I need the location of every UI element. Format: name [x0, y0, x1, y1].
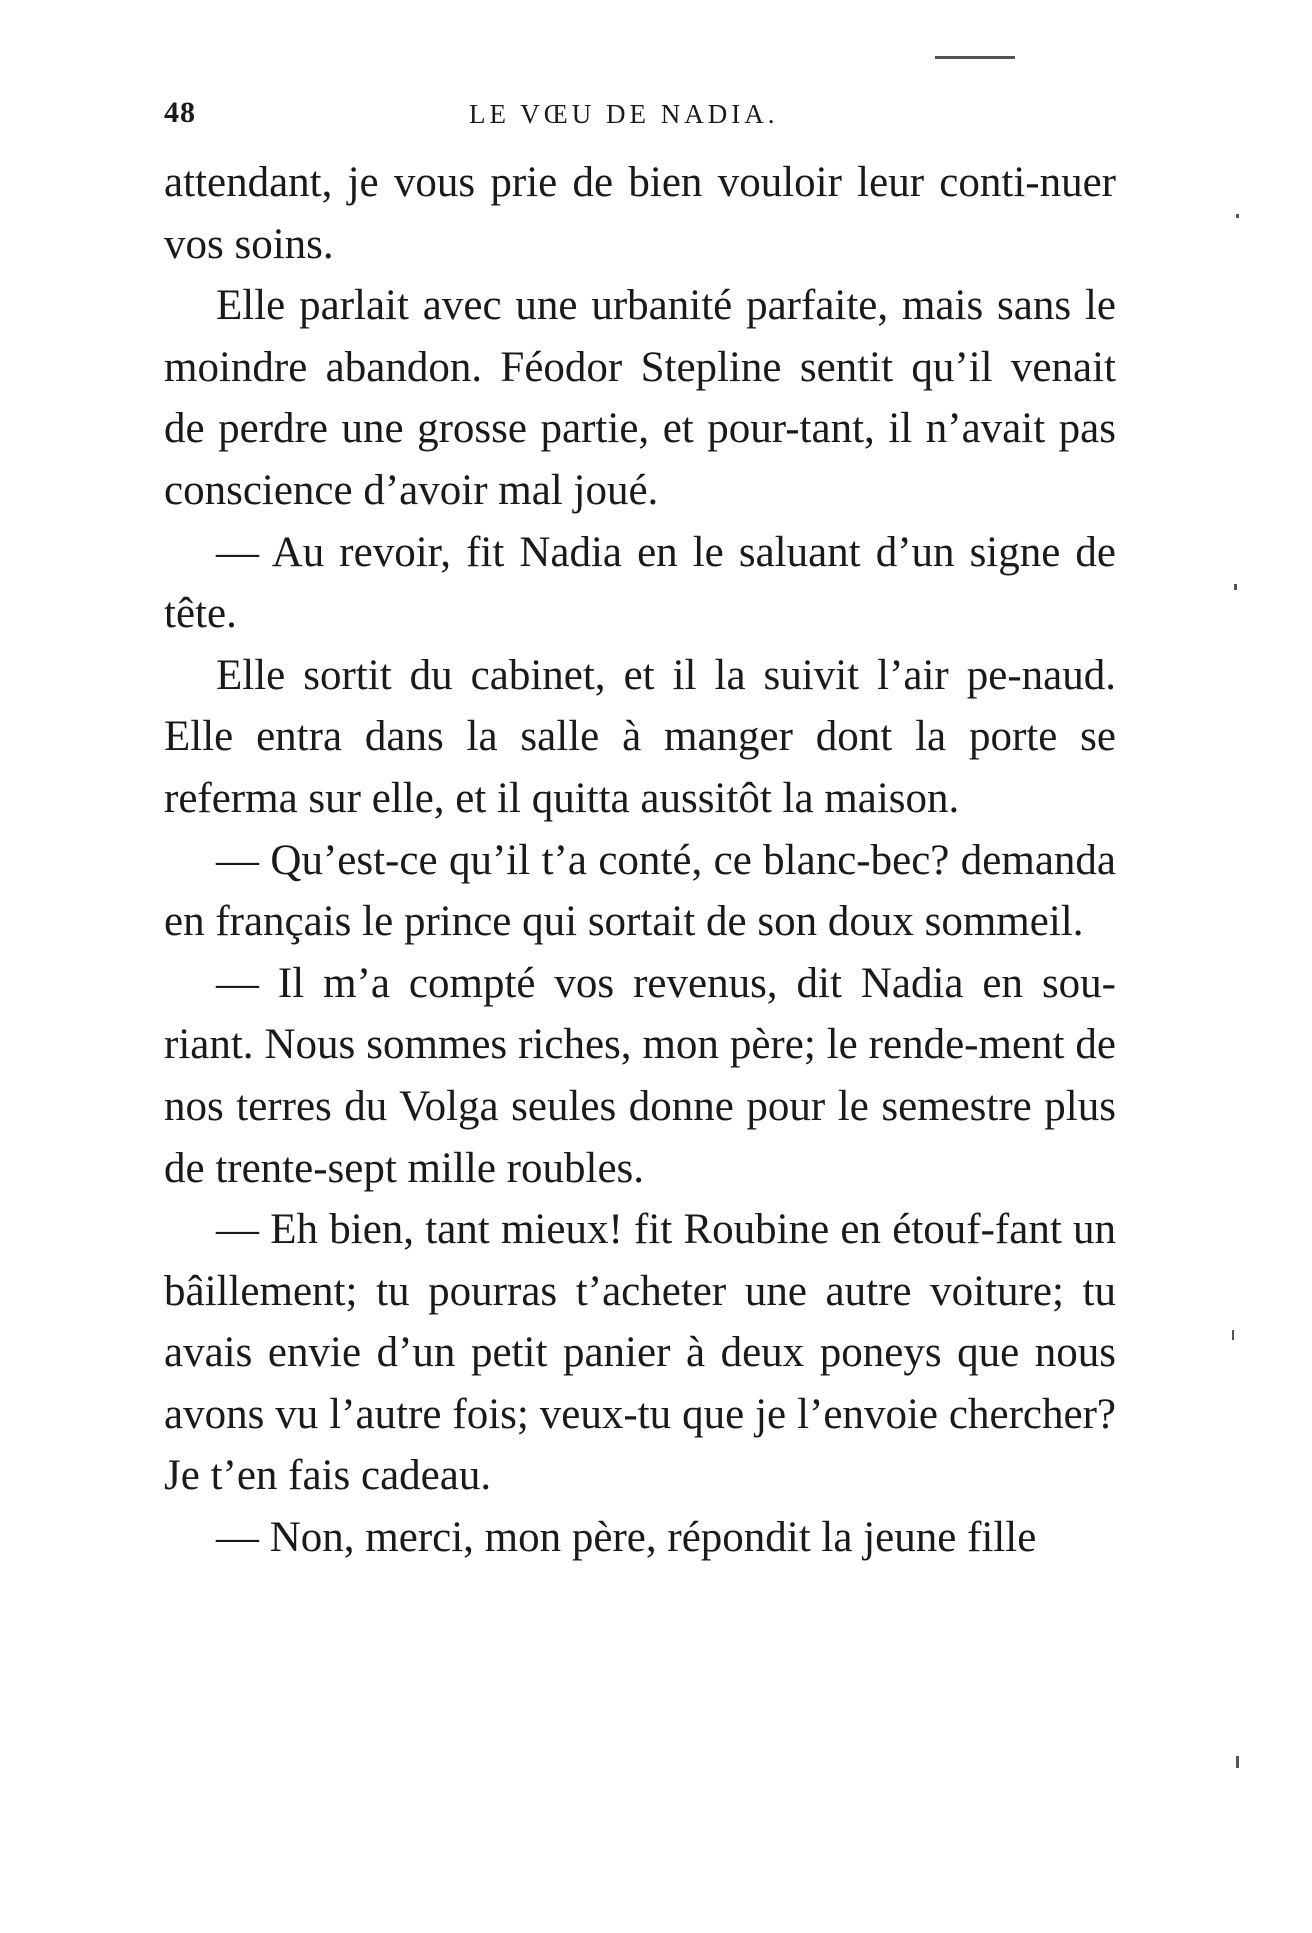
page-body — [164, 152, 1116, 1569]
margin-speck — [1236, 214, 1239, 218]
running-title: LE VŒU DE NADIA. — [469, 99, 779, 129]
paragraph: — Au revoir, fit Nadia en le saluant d’un signe de tête. — [164, 528, 1116, 638]
margin-speck — [1236, 1756, 1239, 1768]
paragraph: Elle parlait avec une urbanité parfaite, mais sans le moindre abandon. Féodor Stepline sentit qu’il venait de perdre une grosse partie, et pour-tant, il n’avait pas conscience d’avoir mal joué. — [164, 282, 1116, 514]
paragraph: — Qu’est-ce qu’il t’a conté, ce blanc-bec? demanda en français le prince qui sortait de son doux sommeil. — [164, 836, 1116, 946]
paragraph: — Eh bien, tant mieux! fit Roubine en étouf-fant un bâillement; tu pourras t’acheter une autre voiture; tu avais envie d’un petit panier à deux poneys que nous avons vu l’autre fois; veux-tu que je l’envoie chercher? Je t’en fais cadeau. — [164, 1206, 1116, 1500]
ink-smudge — [935, 56, 1015, 59]
paragraph: — Il m’a compté vos revenus, dit Nadia en sou-riant. Nous sommes riches, mon père; le rende-ment de nos terres du Volga seules donne pour le semestre plus de trente-sept mille roubles. — [164, 959, 1116, 1192]
paragraph: attendant, je vous prie de bien vouloir leur conti-nuer vos soins. — [164, 159, 1116, 268]
paragraph: — Non, merci, mon père, répondit la jeune fille — [216, 1514, 1037, 1562]
margin-speck — [1232, 1330, 1234, 1340]
paragraph: Elle sortit du cabinet, et il la suivit l’air pe-naud. Elle entra dans la salle à manger dont la porte se referma sur elle, et il quitta aussitôt la maison. — [164, 651, 1116, 822]
page-header — [164, 96, 1114, 136]
page-number: 48 — [164, 96, 196, 129]
margin-speck — [1234, 584, 1237, 590]
